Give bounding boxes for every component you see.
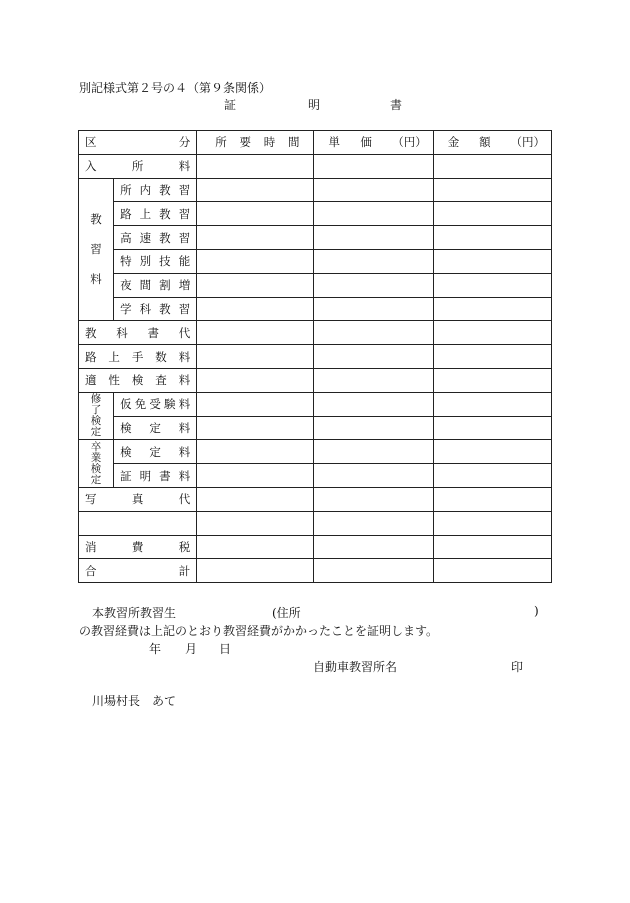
table-row — [79, 321, 552, 345]
cell-hours[interactable] — [197, 535, 314, 559]
cell-unit-price[interactable] — [314, 416, 433, 440]
header-unit-price: 単 価 （円） — [314, 131, 433, 155]
cell-unit-price[interactable] — [314, 178, 433, 202]
row-label-tuition-1: 所 内 教 習 — [114, 178, 197, 202]
title-char-3: 書 — [390, 98, 403, 112]
table-row — [79, 559, 552, 583]
cell-hours[interactable] — [197, 202, 314, 226]
cell-amount[interactable] — [433, 154, 551, 178]
school-name-label: 自動車教習所名 — [313, 660, 398, 674]
cell-hours[interactable] — [197, 416, 314, 440]
form-number: 別記様式第２号の４（第９条関係） — [79, 81, 272, 95]
cell-amount[interactable] — [433, 487, 551, 511]
cell-unit-price[interactable] — [314, 154, 433, 178]
cell-hours[interactable] — [197, 249, 314, 273]
student-label: 本教習所教習生 — [92, 606, 177, 620]
cell-unit-price[interactable] — [314, 535, 433, 559]
cell-amount[interactable] — [433, 416, 551, 440]
cell-hours[interactable] — [197, 321, 314, 345]
row-label-tax: 消 費 税 — [79, 535, 197, 559]
date-month: 月 — [185, 642, 198, 656]
cell-unit-price[interactable] — [314, 392, 433, 416]
row-label-admission: 入 所 料 — [79, 154, 197, 178]
cell-hours[interactable] — [197, 559, 314, 583]
table-row — [79, 511, 552, 535]
table-row — [79, 178, 552, 202]
group-label-tuition: 教 習 料 — [79, 178, 114, 321]
cell-unit-price[interactable] — [314, 440, 433, 464]
cell-amount[interactable] — [433, 178, 551, 202]
row-label-total: 合 計 — [79, 559, 197, 583]
table-row — [79, 297, 552, 321]
cell-unit-price[interactable] — [314, 368, 433, 392]
cell-unit-price[interactable] — [314, 226, 433, 250]
title-char-2: 明 — [308, 98, 321, 112]
table-row — [79, 345, 552, 369]
date-day: 日 — [219, 642, 232, 656]
cell-amount[interactable] — [433, 559, 551, 583]
cell-hours[interactable] — [197, 273, 314, 297]
row-label-completion-2: 検 定 料 — [114, 416, 197, 440]
cell-unit-price[interactable] — [314, 249, 433, 273]
group-label-graduation-exam: 卒業検定 — [79, 440, 114, 488]
cell-hours[interactable] — [197, 226, 314, 250]
addressee: 川場村長 あて — [92, 694, 177, 708]
header-amount: 金 額 （円） — [433, 131, 551, 155]
cell-unit-price[interactable] — [314, 464, 433, 488]
cell-amount[interactable] — [433, 273, 551, 297]
row-label-photo: 写 真 代 — [79, 487, 197, 511]
cell-unit-price[interactable] — [314, 202, 433, 226]
table-row — [79, 273, 552, 297]
table-row — [79, 202, 552, 226]
cell-hours[interactable] — [197, 511, 314, 535]
cell-amount[interactable] — [433, 464, 551, 488]
table-row — [79, 154, 552, 178]
title-char-1: 証 — [224, 98, 237, 112]
certification-statement: の教習経費は上記のとおり教習経費がかかったことを証明します。 — [79, 624, 439, 638]
date-year: 年 — [149, 642, 162, 656]
cell-hours[interactable] — [197, 368, 314, 392]
cell-amount[interactable] — [433, 535, 551, 559]
certificate-table — [78, 130, 552, 583]
cell-hours[interactable] — [197, 464, 314, 488]
row-label-graduation-1: 検 定 料 — [114, 440, 197, 464]
row-label-tuition-5: 夜 間 割 増 — [114, 273, 197, 297]
header-category: 区 分 — [79, 131, 197, 155]
table-row — [79, 249, 552, 273]
cell-unit-price[interactable] — [314, 559, 433, 583]
cell-amount[interactable] — [433, 321, 551, 345]
address-close: ) — [534, 604, 539, 618]
cell-amount[interactable] — [433, 226, 551, 250]
seal-mark: 印 — [511, 660, 524, 674]
cell-hours[interactable] — [197, 297, 314, 321]
row-label-road-fee: 路 上 手 数 料 — [79, 345, 197, 369]
cell-unit-price[interactable] — [314, 487, 433, 511]
cell-amount[interactable] — [433, 345, 551, 369]
cell-amount[interactable] — [433, 297, 551, 321]
group-label-completion-exam: 修了検定 — [79, 392, 114, 440]
cell-amount[interactable] — [433, 368, 551, 392]
row-label-tuition-4: 特 別 技 能 — [114, 249, 197, 273]
row-label-aptitude: 適 性 検 査 料 — [79, 368, 197, 392]
cell-unit-price[interactable] — [314, 345, 433, 369]
address-open: (住所 — [272, 606, 301, 620]
table-header-row — [79, 131, 552, 155]
table-row — [79, 440, 552, 464]
row-label-textbook: 教 科 書 代 — [79, 321, 197, 345]
table-row — [79, 368, 552, 392]
table-row — [79, 392, 552, 416]
cell-unit-price[interactable] — [314, 511, 433, 535]
cell-hours[interactable] — [197, 154, 314, 178]
cell-amount[interactable] — [433, 392, 551, 416]
row-label-blank[interactable] — [79, 511, 197, 535]
cell-hours[interactable] — [197, 487, 314, 511]
row-label-tuition-2: 路 上 教 習 — [114, 202, 197, 226]
row-label-tuition-6: 学 科 教 習 — [114, 297, 197, 321]
row-label-tuition-3: 高 速 教 習 — [114, 226, 197, 250]
cell-unit-price[interactable] — [314, 321, 433, 345]
header-hours: 所 要 時 間 — [197, 131, 314, 155]
cell-hours[interactable] — [197, 440, 314, 464]
cell-amount[interactable] — [433, 202, 551, 226]
table-row — [79, 464, 552, 488]
cell-hours[interactable] — [197, 345, 314, 369]
cell-hours[interactable] — [197, 392, 314, 416]
table-row — [79, 487, 552, 511]
table-row — [79, 535, 552, 559]
cell-amount[interactable] — [433, 249, 551, 273]
cell-amount[interactable] — [433, 511, 551, 535]
row-label-completion-1: 仮 免 受 験 料 — [114, 392, 197, 416]
table-row — [79, 226, 552, 250]
cell-unit-price[interactable] — [314, 297, 433, 321]
cell-hours[interactable] — [197, 178, 314, 202]
cell-amount[interactable] — [433, 440, 551, 464]
row-label-graduation-2: 証 明 書 料 — [114, 464, 197, 488]
table-row — [79, 416, 552, 440]
cell-unit-price[interactable] — [314, 273, 433, 297]
